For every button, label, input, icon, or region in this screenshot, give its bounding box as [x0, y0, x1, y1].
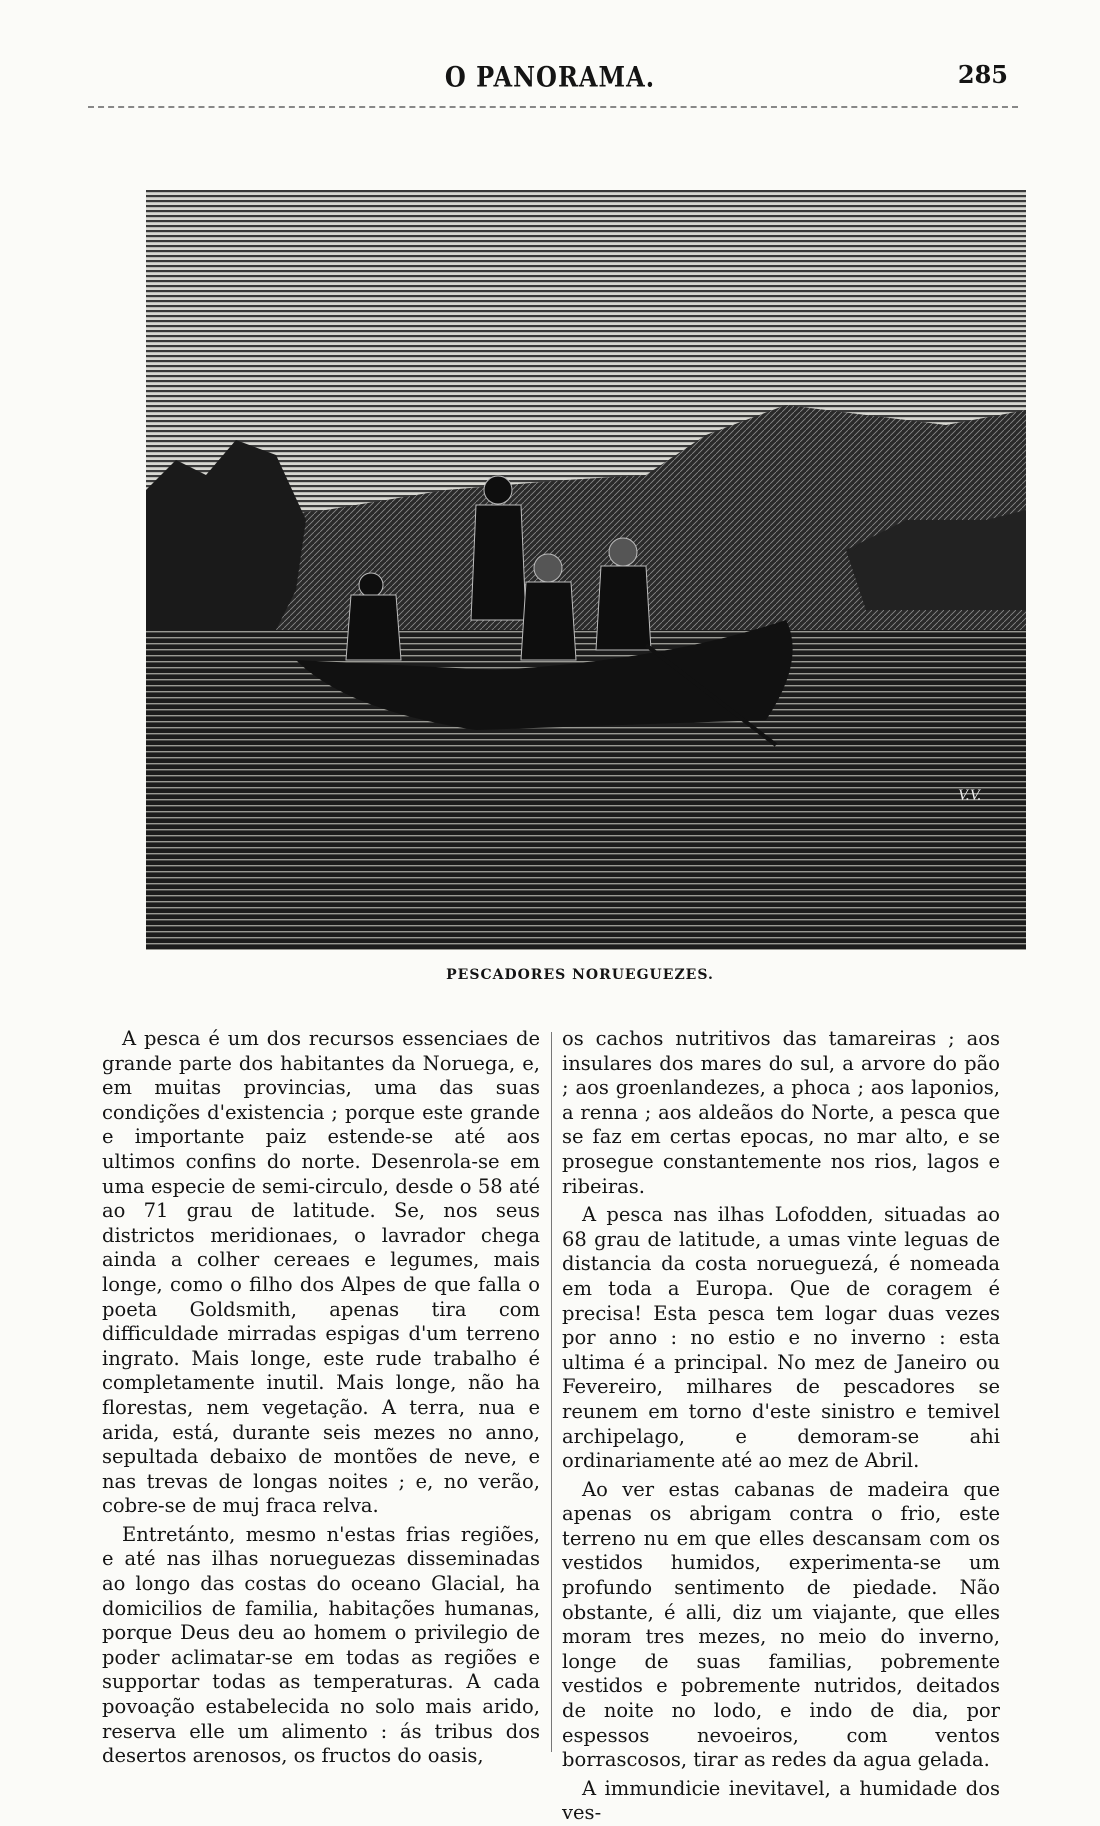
- running-title: O PANORAMA.: [444, 59, 656, 94]
- text-column-right: [562, 1027, 1000, 1826]
- paragraph: A pesca é um dos recursos essenciaes de grande parte dos habitantes da Noruega, e, em muitas provincias, uma das suas condições d'existencia ; porque este grande e importante paiz estende-se até aos ultimos confins do norte. Desenrola-se em uma especie de semi-circulo, desde o 58 até ao 71 grau de latitude. Se, nos seus districtos meridionaes, o lavrador chega ainda a colher cereaes e legumes, mais longe, como o filho dos Alpes de que falla o poeta Goldsmith, apenas tira com difficuldade mirradas espigas d'um terreno ingrato. Mais longe, este rude trabalho é completamente inutil. Mais longe, não ha florestas, nem vegetação. A terra, nua e arida, está, durante seis mezes no anno, sepultada debaixo de montões de neve, e nas trevas de longas noites ; e, no verão, cobre-se de muj fraca relva.: [102, 1027, 540, 1518]
- engraving-illustration: [146, 190, 1026, 950]
- paragraph: A immundicie inevitavel, a humidade dos ves-: [562, 1776, 1000, 1825]
- paragraph: A pesca nas ilhas Lofodden, situadas ao 68 grau de latitude, a umas vinte leguas de distancia da costa norueguezá, é nomeada em toda a Europa. Que de coragem é precisa! Esta pesca tem logar duas vezes por anno : no estio e no inverno : esta ultima é a principal. No mez de Janeiro ou Fevereiro, milhares de pescadores se reunem em torno d'este sinistro e temivel archipelago, e demoram-se ahi ordinariamente até ao mez de Abril.: [562, 1203, 1000, 1473]
- paragraph: Entretánto, mesmo n'estas frias regiões, e até nas ilhas norueguezas disseminadas ao longo das costas do oceano Glacial, ha domicilios de familia, habitações humanas, porque Deus deu ao homem o privilegio de poder aclimatar-se em todas as regiões e supportar todas as temperaturas. A cada povoação estabelecida no solo mais arido, reserva elle um alimento : ás tribus dos desertos arenosos, os fructos do oasis,: [102, 1522, 540, 1768]
- paragraph: Ao ver estas cabanas de madeira que apenas os abrigam contra o frio, este terreno nu em que elles descansam com os vestidos humidos, experimenta-se um profundo sentimento de piedade. Não obstante, é alli, diz um viajante, que elles moram tres mezes, no meio do inverno, longe de suas familias, pobremente vestidos e pobremente nutridos, deitados de noite no lodo, e indo de dia, por espessos nevoeiros, com ventos borrascosos, tirar as redes da agua gelada.: [562, 1477, 1000, 1772]
- figure-caption: PESCADORES NORUEGUEZES.: [446, 967, 714, 983]
- header-rule: [88, 106, 1018, 108]
- text-column-left: [102, 1027, 540, 1769]
- paragraph-continued: os cachos nutritivos das tamareiras ; aos insulares dos mares do sul, a arvore do pão ; aos groenlandezes, a phoca ; aos laponios, a renna ; aos aldeãos do Norte, a pesca que se faz em certas epocas, no mar alto, e se prosegue constantemente nos rios, lagos e ribeiras.: [562, 1027, 1000, 1198]
- engraver-signature: V.V.: [958, 787, 982, 804]
- page-number: 285: [957, 60, 1008, 89]
- page-header: [0, 0, 1100, 110]
- column-divider: [551, 1032, 552, 1752]
